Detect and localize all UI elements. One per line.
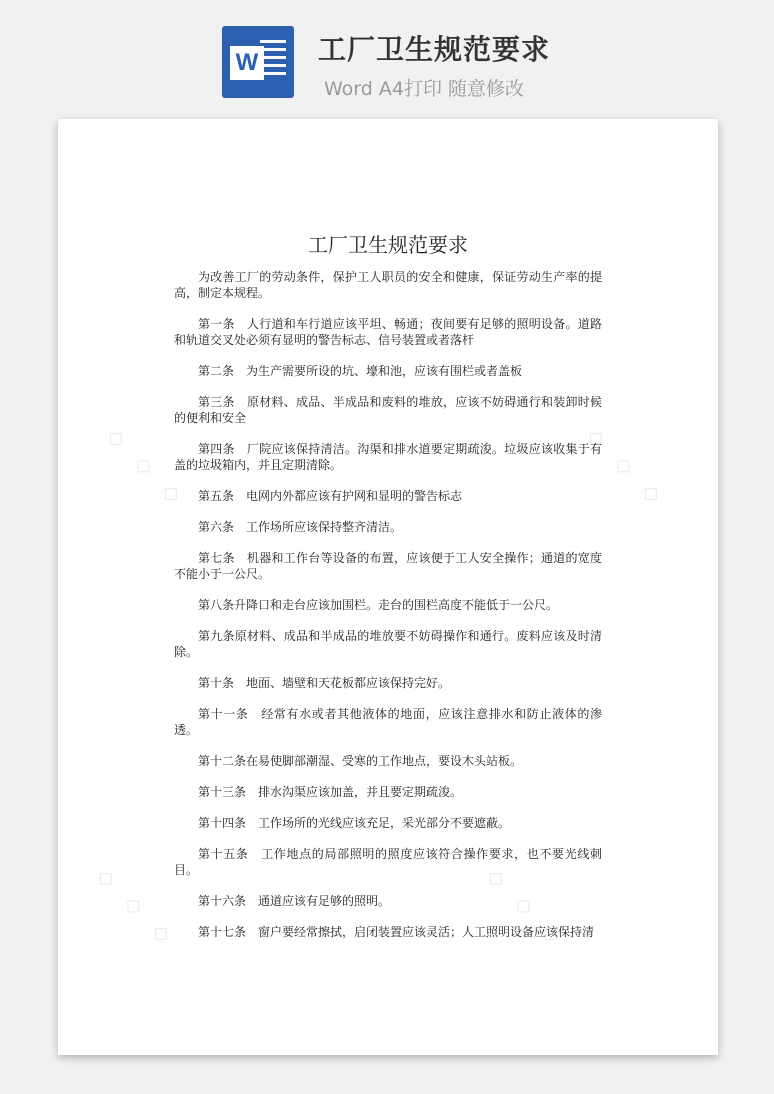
paragraph: 第三条 原材料、成品、半成品和废料的堆放，应该不妨碍通行和装卸时候的便利和安全 <box>174 395 602 425</box>
word-icon-letter: W <box>230 46 264 80</box>
paragraph: 第十条 地面、墙壁和天花板都应该保持完好。 <box>198 676 451 690</box>
paragraph: 第七条 机器和工作台等设备的布置，应该便于工人安全操作；通道的宽度不能小于一公尺。 <box>174 551 602 581</box>
header-title: 工厂卫生规范要求 <box>318 33 551 66</box>
paragraph: 第六条 工作场所应该保持整齐清洁。 <box>198 520 403 534</box>
header-subtitle: Word A4打印 随意修改 <box>324 78 525 100</box>
document-title: 工厂卫生规范要求 <box>308 233 468 257</box>
paragraph: 第十三条 排水沟渠应该加盖，并且要定期疏浚。 <box>198 785 463 799</box>
paragraph: 第一条 人行道和车行道应该平坦、畅通；夜间要有足够的照明设备。道路和轨道交叉处必须有显明的警告标志、信号装置或者落杆 <box>174 317 602 347</box>
paragraph: 第十一条 经常有水或者其他液体的地面，应该注意排水和防止液体的渗透。 <box>174 707 602 737</box>
watermark: ◇ ◇ ◇ <box>91 863 177 949</box>
paragraph: 第五条 电网内外都应该有护网和显明的警告标志 <box>198 489 463 503</box>
header <box>0 0 774 110</box>
paragraph: 第十二条在易使脚部潮湿、受寒的工作地点，要设木头站板。 <box>198 754 523 768</box>
paragraph: 第十五条 工作地点的局部照明的照度应该符合操作要求，也不要光线刺目。 <box>174 847 602 877</box>
paragraph: 第九条原材料、成品和半成品的堆放要不妨碍操作和通行。废料应该及时清除。 <box>174 629 602 659</box>
paragraph: 第四条 厂院应该保持清洁。沟渠和排水道要定期疏浚。垃圾应该收集于有盖的垃圾箱内，并且定期清除。 <box>174 442 602 472</box>
document-page <box>58 119 718 1055</box>
document-body <box>174 269 602 955</box>
word-icon <box>222 26 294 98</box>
paragraph: 第十六条 通道应该有足够的照明。 <box>198 894 391 908</box>
paragraph: 第八条升降口和走台应该加围栏。走台的围栏高度不能低于一公尺。 <box>198 598 559 612</box>
paragraph: 第二条 为生产需要所设的坑、壕和池，应该有围栏或者盖板 <box>198 364 523 378</box>
paragraph: 第十四条 工作场所的光线应该充足，采光部分不要遮蔽。 <box>198 816 511 830</box>
paragraph: 为改善工厂的劳动条件，保护工人职员的安全和健康，保证劳动生产率的提高，制定本规程。 <box>174 270 602 300</box>
watermark: ◇ ◇ ◇ <box>581 423 667 509</box>
watermark: ◇ ◇ ◇ <box>481 863 567 949</box>
watermark: ◇ ◇ ◇ <box>101 423 187 509</box>
paragraph: 第十七条 窗户要经常擦拭，启闭装置应该灵活；人工照明设备应该保持清 <box>198 925 595 939</box>
